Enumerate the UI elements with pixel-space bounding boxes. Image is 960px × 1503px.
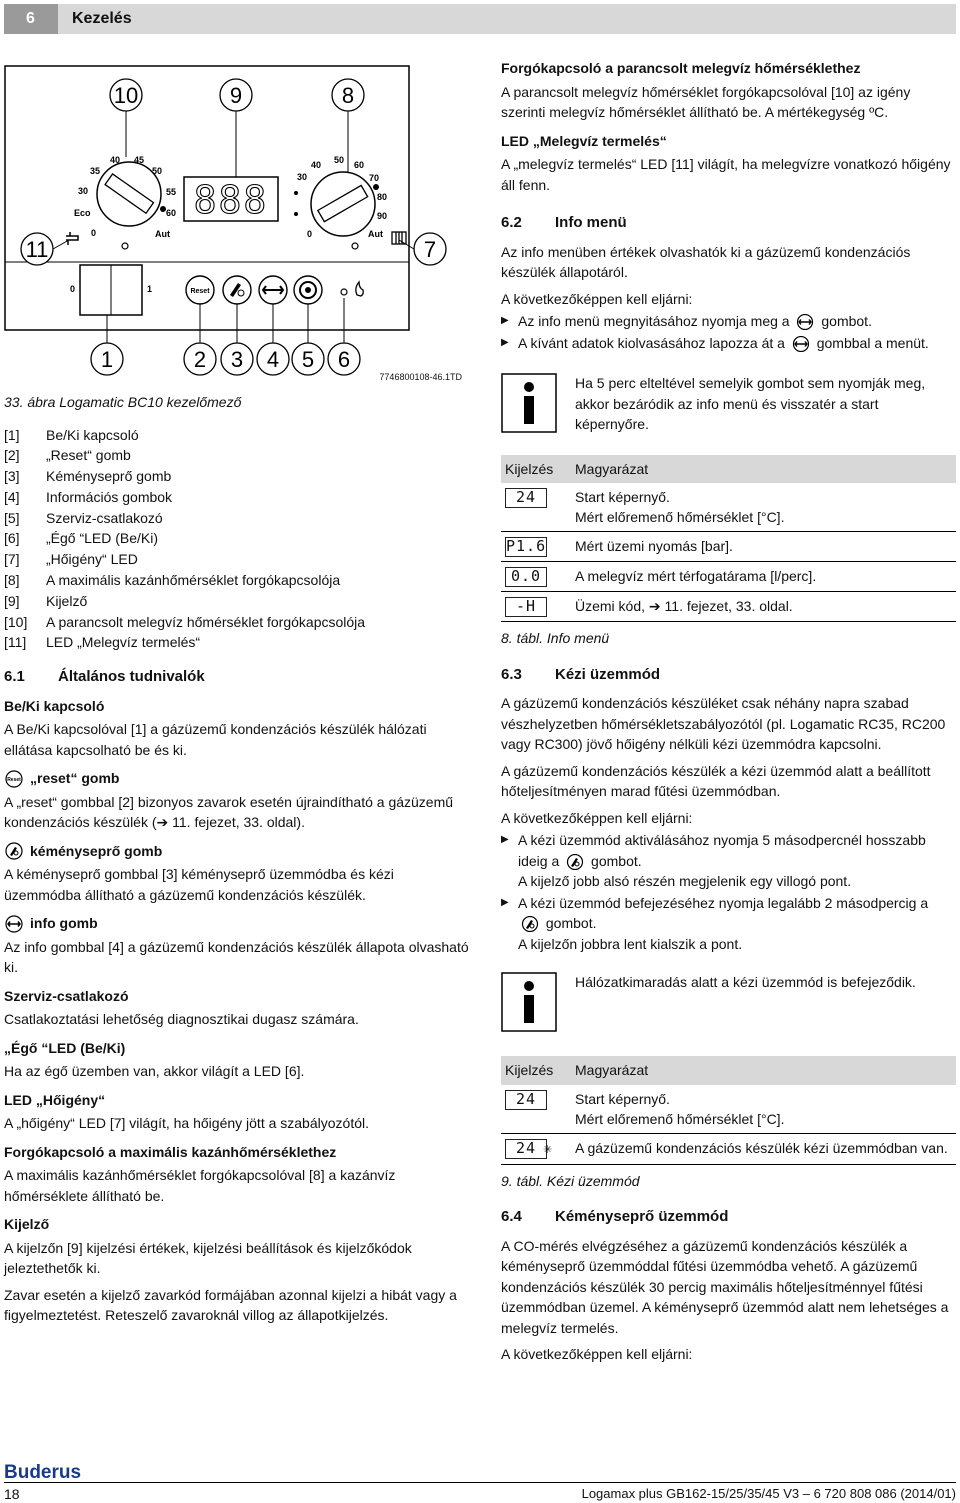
lcd-readout: P1.6 — [506, 537, 547, 555]
display-text-1: A kijelzőn [9] kijelzési értékek, kijelzési beállítások és kijelzőkódok jeleztethetők ki. — [4, 1239, 412, 1277]
svg-text:Aut: Aut — [368, 229, 383, 239]
info-note — [501, 373, 956, 435]
blinking-dot-icon: ✳ — [543, 1143, 553, 1156]
display-digits: 888 — [193, 178, 269, 222]
svg-text:Eco: Eco — [74, 208, 91, 218]
legend-item: [7] „Hőigény“ LED — [4, 551, 138, 568]
svg-text:Aut: Aut — [155, 229, 170, 239]
callout-9: 9 — [229, 83, 243, 108]
heat-demand-led-text: A „hőigény“ LED [7] világít, ha hőigény jött a szabályozótól. — [4, 1115, 369, 1132]
lcd-readout: 0.0 — [505, 567, 547, 587]
right-column — [501, 58, 956, 1371]
callout-4: 4 — [266, 347, 280, 372]
chapter-number: 6 — [4, 4, 58, 34]
manual-mode-steps — [501, 830, 956, 954]
table-row: 24 Start képernyő. Mért előremenő hőmérséklet [°C]. — [501, 483, 956, 532]
chimney-mode-procedure: A következőképpen kell eljárni: — [501, 1346, 693, 1362]
svg-text:0: 0 — [91, 228, 97, 238]
legend-item: [6] „Égő “LED (Be/Ki) — [4, 530, 159, 547]
table-row: -H Üzemi kód, ➔ 11. fejezet, 33. oldal. — [501, 592, 956, 622]
info-button-heading: info gomb — [4, 913, 470, 934]
legend-item: [10] A parancsolt melegvíz hőmérséklet forgókapcsolója — [4, 613, 366, 630]
control-panel-drawing — [4, 62, 472, 384]
info-menu-procedure: A következőképpen kell eljárni: — [501, 290, 693, 307]
table-header: Magyarázat — [571, 455, 956, 484]
table-9-caption: 9. tábl. Kézi üzemmód — [501, 1172, 640, 1189]
svg-text:70: 70 — [369, 173, 380, 183]
table-row: 24 ✳ A gázüzemű kondenzációs készülék kézi üzemmódban van. — [501, 1133, 956, 1164]
reset-heading: Reset „reset“ gomb — [4, 768, 470, 789]
chimney-sweep-heading: kéményseprő gomb — [4, 841, 470, 862]
manual-mode-text-1: A gázüzemű kondenzációs készüléket csak néhány napra szabad vészhelyzetben hőmérsékletszabályozótól (pl. Logamatic RC35, RC200 vagy RC300) jövő hőigény nélküli kézi üzemmódra kapcsolni. — [501, 695, 946, 752]
dhw-knob-heading: Forgókapcsoló a parancsolt melegvíz hőmérséklethez — [501, 60, 861, 76]
document-reference: Logamax plus GB162-15/25/35/45 V3 – 6 720 808 086 (2014/01) — [581, 1486, 956, 1501]
legend-item: [2] „Reset“ gomb — [4, 447, 131, 464]
step-item: ▶ Az info menü megnyitásához nyomja meg a gombot. — [501, 311, 956, 332]
chimney-mode-text: A CO-mérés elvégzéséhez a gázüzemű kondenzációs készülék a kéményseprő üzemmóddal fűtési üzemmódba vehető. A gázüzemű kondenzációs készülék 30 percig maximális hőteljesítménnyel fűtési üzemmódban üzemel. A kéményseprő üzemmód alatt nem lehetséges a melegvíz termelés. — [501, 1237, 949, 1336]
page-number: 18 — [4, 1486, 20, 1502]
manual-mode-text-2: A gázüzemű kondenzációs készülék a kézi üzemmód alatt a beállított hőteljesítményen marad fűtési üzemmódban. — [501, 762, 931, 799]
service-connector-heading: Szerviz-csatlakozó — [4, 987, 129, 1004]
callout-5: 5 — [301, 347, 315, 372]
info-key-icon — [4, 915, 24, 933]
lcd-readout: -H — [505, 597, 547, 617]
switch-label-on: 1 — [147, 284, 153, 294]
legend-item: [3] Kéményseprő gomb — [4, 468, 172, 485]
chimney-sweep-icon — [520, 916, 540, 932]
svg-text:45: 45 — [134, 155, 145, 165]
info-menu-text: Az info menüben értékek olvashatók ki a gázüzemű kondenzációs készülék állapotáról. — [501, 243, 911, 280]
reset-text: A „reset“ gombbal [2] bizonyos zavarok esetén újraindítható a gázüzemű kondenzációs készülék (➔ 11. fejezet, 33. oldal). — [4, 793, 454, 831]
chimney-sweep-button[interactable] — [223, 276, 251, 304]
section-6-3-heading: 6.3 Kézi üzemmód — [501, 665, 661, 683]
svg-text:90: 90 — [377, 211, 388, 221]
table-8-caption: 8. tábl. Info menü — [501, 630, 610, 646]
service-connector[interactable] — [294, 276, 322, 304]
dhw-led-text: A „melegvíz termelés“ LED [11] világít, ha melegvízre vonatkozó hőigény áll fenn. — [501, 156, 951, 193]
on-off-switch-text: A Be/Ki kapcsolóval [1] a gázüzemű kondenzációs készülék hálózati ellátása kapcsolható be és ki. — [4, 721, 427, 758]
figure-caption: 33. ábra Logamatic BC10 kezelőmező — [4, 394, 242, 410]
info-button-text: Az info gombbal [4] a gázüzemű kondenzációs készülék állapota olvasható ki. — [4, 938, 469, 976]
table-header: Kijelzés — [501, 455, 571, 484]
heat-demand-led — [352, 243, 358, 249]
radiator-icon — [392, 232, 406, 244]
legend-item: [4] Információs gombok — [4, 488, 173, 505]
svg-text:40: 40 — [311, 160, 322, 170]
brand-logo: Buderus — [4, 1462, 82, 1483]
callout-3: 3 — [230, 347, 244, 372]
dhw-knob-text: A parancsolt melegvíz hőmérséklet forgókapcsolóval [10] az igény szerinti melegvíz hőmérséklet állítható be. A mértékegység ºC. — [501, 83, 911, 120]
table-row: P1.6 Mért üzemi nyomás [bar]. — [501, 532, 956, 562]
lcd-readout: 24 — [505, 1139, 547, 1159]
table-header: Kijelzés — [501, 1056, 571, 1085]
table-header: Magyarázat — [571, 1056, 956, 1085]
section-6-1-heading: 6.1 Általános tudnivalók — [4, 668, 205, 686]
callout-8: 8 — [341, 83, 355, 108]
service-connector-text: Csatlakoztatási lehetőség diagnosztikai dugasz számára. — [4, 1011, 359, 1028]
reset-button[interactable] — [186, 276, 214, 304]
dhw-led-heading: LED „Melegvíz termelés“ — [501, 132, 667, 149]
section-6-4-heading: 6.4 Kéményseprő üzemmód — [501, 1208, 729, 1225]
max-temp-knob-heading: Forgókapcsoló a maximális kazánhőmérséklethez — [4, 1143, 337, 1160]
step-item: ▶ A kézi üzemmód befejezéséhez nyomja legalább 2 másodpercig a gombot. A kijelzőn jobbra lent kialszik a pont. — [501, 893, 956, 955]
max-temp-knob-text: A maximális kazánhőmérséklet forgókapcsolóval [8] a kazánvíz hőmérséklete állítható be. — [4, 1167, 396, 1204]
legend-item: [8] A maximális kazánhőmérséklet forgókapcsolója — [4, 572, 341, 589]
svg-text:30: 30 — [78, 186, 89, 196]
svg-text:80: 80 — [377, 192, 388, 202]
info-icon — [501, 373, 557, 433]
chapter-header — [4, 4, 956, 34]
legend-item: [11] LED „Melegvíz termelés“ — [4, 634, 201, 651]
switch-label-off: 0 — [70, 284, 76, 294]
info-menu-table — [501, 455, 956, 623]
step-item: ▶ A kívánt adatok kiolvasásához lapozza át a gombbal a menüt. — [501, 333, 956, 354]
info-note — [501, 972, 956, 1032]
callout-1: 1 — [100, 347, 114, 372]
control-panel-figure — [4, 62, 472, 384]
section-6-2-heading: 6.2 Info menü — [501, 214, 627, 231]
svg-text:Reset: Reset — [7, 776, 21, 783]
burner-led — [341, 289, 347, 295]
display-heading: Kijelző — [4, 1216, 50, 1233]
burner-led-text: Ha az égő üzemben van, akkor világít a LED [6]. — [4, 1063, 305, 1080]
info-menu-steps — [501, 311, 956, 353]
reset-button-label: Reset — [190, 288, 210, 295]
heat-demand-led-heading: LED „Hőigény“ — [4, 1091, 106, 1108]
svg-text:30: 30 — [297, 172, 308, 182]
legend-item: [9] Kijelző — [4, 592, 88, 609]
info-key-icon — [795, 314, 815, 330]
burner-led-heading: „Égő “LED (Be/Ki) — [4, 1039, 126, 1056]
callout-2: 2 — [193, 347, 207, 372]
lcd-readout: 24 — [505, 1090, 547, 1110]
table-row: 0.0 A melegvíz mért térfogatárama [l/perc]. — [501, 562, 956, 592]
svg-text:50: 50 — [334, 155, 345, 165]
figure-legend — [4, 425, 470, 654]
svg-text:60: 60 — [166, 208, 177, 218]
svg-text:50: 50 — [152, 166, 163, 176]
tap-icon — [66, 232, 78, 245]
callout-11: 11 — [25, 237, 49, 262]
chimney-sweep-icon — [4, 842, 24, 860]
info-key-icon — [791, 336, 811, 352]
on-off-switch-heading: Be/Ki kapcsoló — [4, 697, 105, 714]
svg-text:35: 35 — [90, 166, 101, 176]
info-note-text: Hálózatkimaradás alatt a kézi üzemmód is befejeződik. — [575, 974, 916, 990]
svg-text:0: 0 — [307, 229, 313, 239]
callout-7: 7 — [423, 237, 437, 262]
legend-item: [5] Szerviz-csatlakozó — [4, 509, 163, 526]
table-row: 24 Start képernyő. Mért előremenő hőmérséklet [°C]. — [501, 1085, 956, 1134]
callout-6: 6 — [337, 347, 351, 372]
info-note-text: Ha 5 perc elteltével semelyik gombot sem nyomják meg, akkor bezáródik az info menü és visszatér a start képernyőre. — [575, 375, 926, 432]
chimney-sweep-text: A kéményseprő gombbal [3] kéményseprő üzemmódba és kézi üzemmódba állítható a gázüzemű kondenzációs készülék. — [4, 866, 394, 903]
display-text-2: Zavar esetén a kijelző zavarkód formájában azonnal kijelzi a hibát vagy a figyelmeztetést. Reteszelő zavaroknál villog az állapotkijelzés. — [4, 1286, 457, 1324]
chapter-title: Kezelés — [72, 10, 132, 27]
lcd-readout: 24 — [505, 488, 547, 508]
reset-icon — [4, 770, 24, 788]
left-column — [4, 392, 470, 1332]
step-item: ▶ A kézi üzemmód aktiválásához nyomja 5 másodpercnél hosszabb ideig a gombot. A kijelző jobb alsó részén megjelenik egy villogó pont. — [501, 830, 956, 892]
info-button[interactable] — [259, 276, 287, 304]
svg-text:40: 40 — [110, 155, 121, 165]
svg-text:60: 60 — [354, 160, 365, 170]
callout-10: 10 — [113, 83, 139, 108]
footer-divider — [4, 1482, 956, 1483]
manual-mode-table — [501, 1056, 956, 1165]
flame-icon — [356, 282, 363, 296]
dhw-led — [122, 243, 128, 249]
figure-code: 7746800108-46.1TD — [379, 372, 462, 382]
info-icon — [501, 972, 557, 1032]
svg-text:55: 55 — [166, 187, 177, 197]
chimney-sweep-icon — [565, 854, 585, 870]
legend-item: [1] Be/Ki kapcsoló — [4, 426, 139, 443]
manual-mode-procedure: A következőképpen kell eljárni: — [501, 809, 693, 826]
